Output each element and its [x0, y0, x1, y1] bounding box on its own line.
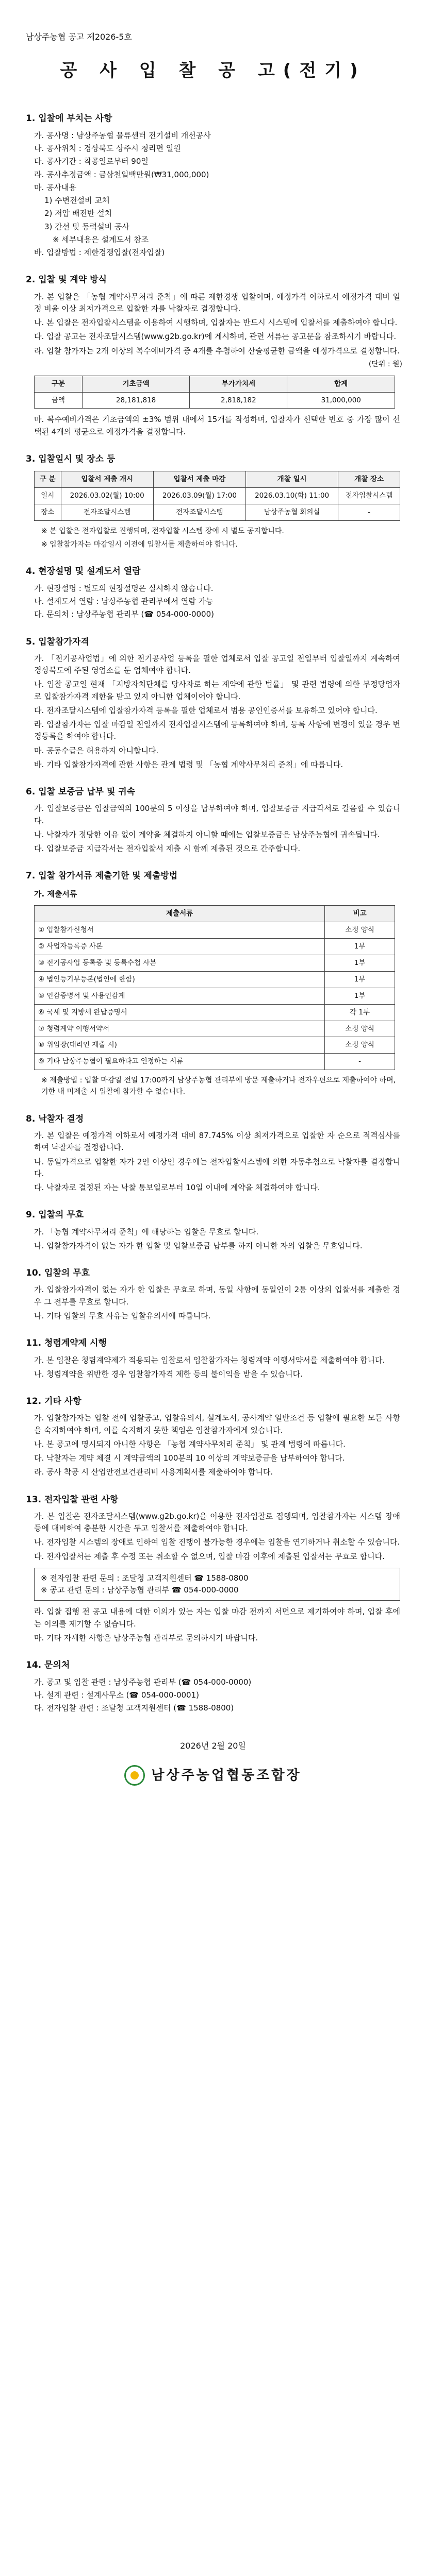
text-line: 나. 설계도서 열람 : 남상주농협 관리부에서 열람 가능	[34, 597, 214, 606]
section-6	[26, 785, 400, 855]
table-row	[35, 971, 395, 988]
section-7	[26, 869, 400, 1097]
notice-box	[34, 1568, 400, 1601]
table-cell: 소정 양식	[325, 922, 395, 938]
box-line: ※ 공고 관련 문의 : 남상주농협 관리부 ☎ 054-000-0000	[41, 1585, 239, 1595]
note: ※ 본 입찰은 전자입찰로 진행되며, 전자입찰 시스템 장애 시 별도 공지합니다.	[41, 527, 284, 536]
paragraph: 가. 입찰참가자는 입찰 전에 입찰공고, 입찰유의서, 설계도서, 공사계약 일반조건 등 입찰에 필요한 모든 사항을 숙지하여야 하며, 이를 숙지하지 못한 책임은 입찰참가자에게 있습니다.	[34, 1413, 400, 1435]
paragraph: 라. 공사 착공 시 산업안전보건관리비 사용계획서를 제출하여야 합니다.	[34, 1467, 273, 1477]
table-row	[35, 504, 400, 521]
paragraph: 가. 본 입찰은 청렴계약제가 적용되는 입찰로서 입찰참가자는 청렴계약 이행서약서를 제출하여야 합니다.	[34, 1355, 385, 1365]
text-line: 가. 공고 및 입찰 관련 : 남상주농협 관리부 (☎ 054-000-0000)	[34, 1677, 252, 1687]
notice-number: 남상주농협 공고 제2026-5호	[26, 32, 132, 42]
table-cell: 2026.03.09(월) 17:00	[153, 488, 245, 504]
table-cell: 1부	[325, 971, 395, 988]
paragraph: 다. 낙찰자는 계약 체결 시 계약금액의 100분의 10 이상의 계약보증금을 납부하여야 합니다.	[34, 1453, 345, 1463]
text-line: 1) 수변전설비 교체	[44, 196, 110, 206]
table-cell: 각 1부	[325, 1004, 395, 1021]
text-line: 마. 공사내용	[34, 182, 76, 192]
table-cell: 1부	[325, 938, 395, 955]
table-header: 부가가치세	[190, 376, 287, 392]
paragraph: 나. 입찰 공고일 현재 「지방자치단체를 당사자로 하는 계약에 관한 법률」 및 관련 법령에 의한 부정당업자로 입찰참가자격 제한을 받고 있지 아니한 업체이어야 합니다.	[34, 680, 400, 701]
table-row	[35, 988, 395, 1004]
paragraph: 다. 입찰 공고는 전자조달시스템(www.g2b.go.kr)에 게시하며, 관련 서류는 공고문을 참조하시기 바랍니다.	[34, 332, 397, 342]
paragraph: 마. 공동수급은 허용하지 아니합니다.	[34, 745, 159, 755]
sub-heading: 가. 제출서류	[34, 889, 77, 899]
documents-table	[34, 905, 395, 1070]
table-header: 구 분	[35, 471, 61, 488]
paragraph: 마. 기타 자세한 사항은 남상주농협 관리부로 문의하시기 바랍니다.	[34, 1633, 258, 1642]
paragraph: 다. 낙찰자로 결정된 자는 낙찰 통보일로부터 10일 이내에 계약을 체결하여야 합니다.	[34, 1183, 320, 1192]
table-row	[35, 1021, 395, 1037]
paragraph: 가. 「전기공사업법」에 의한 전기공사업 등록을 필한 업체로서 입찰 공고일 전일부터 입찰일까지 계속하여 경상북도에 주된 영업소를 둔 업체여야 합니다.	[34, 653, 400, 675]
table-cell: 장소	[35, 504, 61, 521]
table-cell: 28,181,818	[82, 392, 190, 409]
paragraph: 라. 입찰 집행 전 공고 내용에 대한 이의가 있는 자는 입찰 마감 전까지 서면으로 제기하여야 하며, 입찰 후에는 이의를 제기할 수 없습니다.	[34, 1607, 400, 1629]
section-12	[26, 1395, 400, 1479]
table-cell: 전자조달시스템	[61, 504, 153, 521]
box-line: ※ 전자입찰 관련 문의 : 조달청 고객지원센터 ☎ 1588-0800	[41, 1573, 249, 1583]
section-title: 3. 입찰일시 및 장소 등	[26, 453, 116, 464]
table-cell: 1부	[325, 988, 395, 1004]
section-title: 12. 기타 사항	[26, 1396, 81, 1407]
text-line: 3) 간선 및 동력설비 공사	[44, 222, 129, 231]
paragraph: 다. 입찰보증금 지급각서는 전자입찰서 제출 시 함께 제출된 것으로 간주합니다.	[34, 844, 301, 854]
table-cell: 남상주농협 회의실	[246, 504, 338, 521]
paragraph: 가. 「농협 계약사무처리 준칙」에 해당하는 입찰은 무효로 합니다.	[34, 1227, 259, 1236]
table-cell: 31,000,000	[287, 392, 395, 409]
table-cell: 소정 양식	[325, 1037, 395, 1054]
paragraph: 다. 전자입찰서는 제출 후 수정 또는 취소할 수 없으며, 입찰 마감 이후에 제출된 입찰서는 무효로 합니다.	[34, 1551, 385, 1561]
paragraph: 나. 본 공고에 명시되지 아니한 사항은 「농협 계약사무처리 준칙」 및 관계 법령에 따릅니다.	[34, 1439, 346, 1449]
table-row	[35, 1004, 395, 1021]
paragraph: 나. 기타 입찰의 무효 사유는 입찰유의서에 따릅니다.	[34, 1311, 211, 1320]
table-cell: 전자입찰시스템	[338, 488, 400, 504]
table-cell: 일시	[35, 488, 61, 504]
section-13	[26, 1493, 400, 1645]
note: ※ 입찰참가자는 마감일시 이전에 입찰서를 제출하여야 합니다.	[41, 540, 238, 549]
section-title: 10. 입찰의 무효	[26, 1268, 90, 1279]
table-cell: 전자조달시스템	[153, 504, 245, 521]
table-cell: 1부	[325, 955, 395, 971]
section-title: 8. 낙찰자 결정	[26, 1113, 84, 1124]
section-9	[26, 1208, 400, 1252]
paragraph: 가. 입찰참가자격이 없는 자가 한 입찰은 무효로 하며, 동일 사항에 동일인이 2통 이상의 입찰서를 제출한 경우 그 전부를 무효로 합니다.	[34, 1285, 400, 1307]
table-row	[35, 488, 400, 504]
table-row	[35, 922, 395, 938]
section-8	[26, 1112, 400, 1194]
section-title: 11. 청렴계약제 시행	[26, 1338, 107, 1349]
section-4	[26, 565, 400, 620]
text-line: 나. 공사위치 : 경상북도 상주시 청리면 일원	[34, 144, 181, 154]
table-cell: ② 사업자등록증 사본	[35, 938, 325, 955]
section-title: 6. 입찰 보증금 납부 및 귀속	[26, 787, 136, 798]
issue-date: 2026년 2월 20일	[180, 1741, 246, 1751]
section-3	[26, 452, 400, 550]
issuer-name: 남상주농업협동조합장	[151, 1768, 302, 1784]
section-title: 14. 문의처	[26, 1660, 70, 1671]
paragraph: 라. 입찰 참가자는 2개 이상의 복수예비가격 중 4개를 추첨하여 산술평균한 금액을 예정가격으로 결정합니다.	[34, 346, 400, 355]
table-row	[35, 938, 395, 955]
section-title: 1. 입찰에 부치는 사항	[26, 113, 112, 124]
text-line: 라. 공사추정금액 : 금삼천일백만원(₩31,000,000)	[34, 170, 209, 179]
table-cell: 2026.03.02(월) 10:00	[61, 488, 153, 504]
issuer	[26, 1765, 400, 1786]
section-2	[26, 273, 400, 438]
section-11	[26, 1336, 400, 1380]
section-title: 7. 입찰 참가서류 제출기한 및 제출방법	[26, 871, 178, 882]
paragraph: 나. 본 입찰은 전자입찰시스템을 이용하여 시행하며, 입찰자는 반드시 시스템에 입찰서를 제출하여야 합니다.	[34, 318, 398, 328]
paragraph: 나. 청렴계약을 위반한 경우 입찰참가자격 제한 등의 불이익을 받을 수 있습니다.	[34, 1369, 303, 1379]
section-title: 5. 입찰참가자격	[26, 636, 89, 647]
text-line: 다. 전자입찰 관련 : 조달청 고객지원센터 (☎ 1588-0800)	[34, 1703, 234, 1713]
document-title: 공 사 입 찰 공 고(전기)	[60, 60, 366, 81]
section-1	[26, 112, 400, 259]
text-line: 바. 입찰방법 : 제한경쟁입찰(전자입찰)	[34, 248, 165, 258]
table-cell: ⑦ 청렴계약 이행서약서	[35, 1021, 325, 1037]
table-header: 기초금액	[82, 376, 190, 392]
table-cell: 2026.03.10(화) 11:00	[246, 488, 338, 504]
table-header: 제출서류	[35, 906, 325, 922]
table-row	[35, 955, 395, 971]
paragraph: 나. 동일가격으로 입찰한 자가 2인 이상인 경우에는 전자입찰시스템에 의한 자동추첨으로 낙찰자를 결정합니다.	[34, 1157, 400, 1178]
table-cell: 금액	[35, 392, 83, 409]
text-line: 2) 저압 배전반 설치	[44, 209, 112, 218]
table-cell: -	[338, 504, 400, 521]
paragraph: 다. 전자조달시스템에 입찰참가자격 등록을 필한 업체로서 범용 공인인증서를 보유하고 있어야 합니다.	[34, 705, 378, 715]
section-title: 2. 입찰 및 계약 방식	[26, 275, 107, 285]
nh-logo-icon	[124, 1765, 145, 1786]
table-cell: 2,818,182	[190, 392, 287, 409]
table-row	[35, 1037, 395, 1054]
paragraph: 마. 복수예비가격은 기초금액의 ±3% 범위 내에서 15개를 작성하며, 입찰자가 선택한 번호 중 가장 많이 선택된 4개의 평균으로 예정가격을 결정합니다.	[34, 415, 400, 436]
text-line: 가. 공사명 : 남상주농협 물류센터 전기설비 개선공사	[34, 130, 211, 140]
text-line: 나. 설계 관련 : 설계사무소 (☎ 054-000-0001)	[34, 1690, 199, 1700]
table-header: 비고	[325, 906, 395, 922]
table-cell: ⑤ 인감증명서 및 사용인감계	[35, 988, 325, 1004]
table-cell: ① 입찰참가신청서	[35, 922, 325, 938]
table-cell: ④ 법인등기부등본(법인에 한함)	[35, 971, 325, 988]
table-cell: -	[325, 1054, 395, 1070]
text-line: 가. 현장설명 : 별도의 현장설명은 실시하지 않습니다.	[34, 583, 214, 593]
text-line: ※ 세부내용은 설계도서 참조	[53, 234, 149, 244]
paragraph: 나. 낙찰자가 정당한 이유 없이 계약을 체결하지 아니할 때에는 입찰보증금은 남상주농협에 귀속됩니다.	[34, 829, 380, 839]
table-header: 입찰서 제출 마감	[153, 471, 245, 488]
table-cell: 소정 양식	[325, 1021, 395, 1037]
paragraph: 나. 입찰참가자격이 없는 자가 한 입찰 및 입찰보증금 납부를 하지 아니한 자의 입찰은 무효입니다.	[34, 1241, 363, 1250]
section-14	[26, 1658, 400, 1714]
paragraph: 가. 본 입찰은 「농협 계약사무처리 준칙」에 따른 제한경쟁 입찰이며, 예정가격 이하로서 예정가격 대비 일정 비율 이상 최저가격으로 입찰한 자를 낙찰자로 결정합니다.	[34, 292, 400, 313]
section-5	[26, 635, 400, 771]
section-title: 4. 현장설명 및 설계도서 열람	[26, 566, 141, 577]
table-cell: ⑧ 위임장(대리인 제출 시)	[35, 1037, 325, 1054]
paragraph: 바. 기타 입찰참가자격에 관한 사항은 관계 법령 및 「농협 계약사무처리 준칙」에 따릅니다.	[34, 759, 343, 769]
text-line: 다. 문의처 : 남상주농협 관리부 (☎ 054-000-0000)	[34, 609, 214, 619]
table-row	[35, 1054, 395, 1070]
unit-note: (단위 : 원)	[368, 360, 402, 368]
paragraph: 가. 본 입찰은 예정가격 이하로서 예정가격 대비 87.745% 이상 최저가격으로 입찰한 자 순으로 적격심사를 하여 낙찰자를 결정합니다.	[34, 1131, 400, 1153]
table-header: 합계	[287, 376, 395, 392]
table-header: 개찰 일시	[246, 471, 338, 488]
table-cell: ⑥ 국세 및 지방세 완납증명서	[35, 1004, 325, 1021]
table-header: 구분	[35, 376, 83, 392]
note: ※ 제출방법 : 입찰 마감일 전일 17:00까지 남상주농협 관리부에 방문 제출하거나 전자우편으로 제출하여야 하며, 기한 내 미제출 시 입찰에 참가할 수 없습니다.	[41, 1076, 396, 1096]
text-line: 다. 공사기간 : 착공일로부터 90일	[34, 157, 149, 166]
table-cell: ⑨ 기타 남상주농협이 필요하다고 인정하는 서류	[35, 1054, 325, 1070]
paragraph: 가. 본 입찰은 전자조달시스템(www.g2b.go.kr)을 이용한 전자입찰로 집행되며, 입찰참가자는 시스템 장애 등에 대비하여 충분한 시간을 두고 입찰서를 제출하여야 합니다.	[34, 1511, 400, 1533]
section-title: 13. 전자입찰 관련 사항	[26, 1494, 119, 1505]
paragraph: 가. 입찰보증금은 입찰금액의 100분의 5 이상을 납부하여야 하며, 입찰보증금 지급각서로 갈음할 수 있습니다.	[34, 804, 400, 825]
price-table	[34, 376, 395, 409]
table-header: 입찰서 제출 개시	[61, 471, 153, 488]
table-header: 개찰 장소	[338, 471, 400, 488]
section-title: 9. 입찰의 무효	[26, 1210, 84, 1221]
table-row	[35, 392, 395, 409]
schedule-table	[34, 471, 400, 521]
paragraph: 라. 입찰참가자는 입찰 마감일 전일까지 전자입찰시스템에 등록하여야 하며, 등록 사항에 변경이 있을 경우 변경등록을 하여야 합니다.	[34, 720, 400, 741]
paragraph: 나. 전자입찰 시스템의 장애로 인하여 입찰 진행이 불가능한 경우에는 입찰을 연기하거나 취소할 수 있습니다.	[34, 1537, 400, 1547]
section-10	[26, 1266, 400, 1322]
table-cell: ③ 전기공사업 등록증 및 등록수첩 사본	[35, 955, 325, 971]
